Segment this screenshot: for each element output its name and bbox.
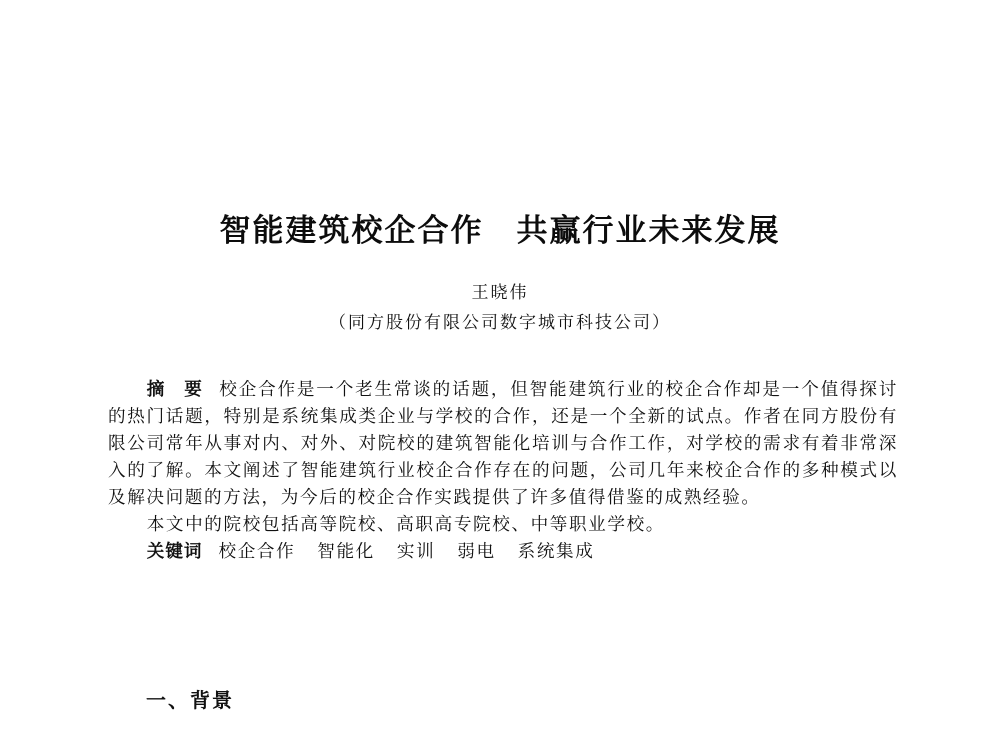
author-affiliation: （同方股份有限公司数字城市科技公司） <box>329 313 671 333</box>
author-name: 王晓伟 <box>471 283 529 303</box>
abstract-note: 本文中的院校包括高等院校、高职高专院校、中等职业学校。 <box>146 515 665 535</box>
keyword-item: 智能化 <box>317 542 375 562</box>
abstract-paragraph <box>108 377 898 512</box>
keywords-line <box>108 539 898 566</box>
keywords-label: 关键词 <box>146 542 203 562</box>
keyword-item: 校企合作 <box>218 542 296 562</box>
abstract-text: 校企合作是一个老生常谈的话题，但智能建筑行业的校企合作却是一个值得探讨的热门话题，特别是系统集成类企业与学校的合作，还是一个全新的试点。作者在同方股份有限公司常年从事对内、对外、对院校的建筑智能化培训与合作工作，对学校的需求有着非常深入的了解。本文阐述了智能建筑行业校企合作存在的问题，公司几年来校企合作的多种模式以及解决问题的方法，为今后的校企合作实践提供了许多值得借鉴的成熟经验。 <box>108 380 898 508</box>
keyword-item: 弱电 <box>457 542 496 562</box>
abstract-label: 摘 要 <box>146 380 204 400</box>
keyword-item: 实训 <box>396 542 436 562</box>
paper-title: 智能建筑校企合作 共赢行业未来发展 <box>219 213 781 249</box>
section-heading: 一、背景 <box>146 688 234 712</box>
abstract-block <box>108 377 898 566</box>
keyword-item: 系统集成 <box>517 542 595 562</box>
